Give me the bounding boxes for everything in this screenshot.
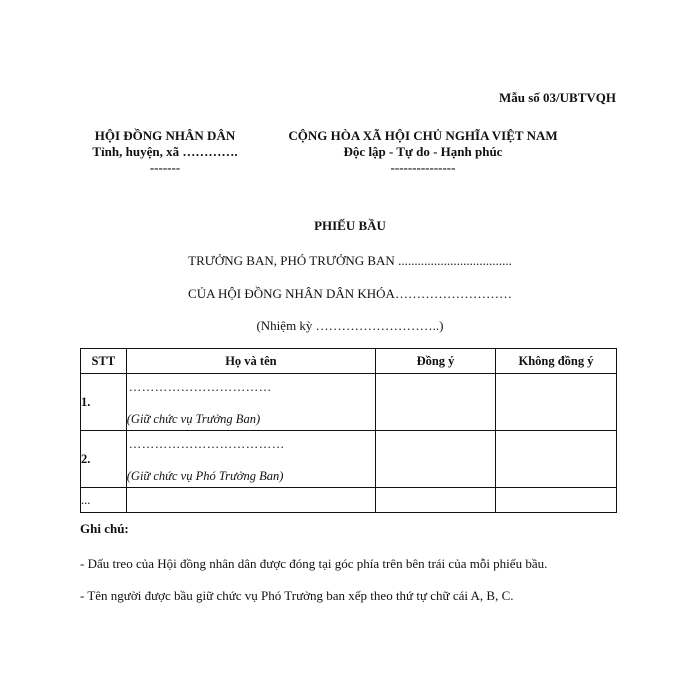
- table-row: [81, 488, 617, 513]
- notes-title: Ghi chú:: [80, 521, 129, 536]
- ballot-table: [80, 348, 617, 513]
- document-title: PHIẾU BẦU: [314, 218, 386, 233]
- subtitle-line-1: TRƯỞNG BAN, PHÓ TRƯỞNG BAN ...................................: [188, 253, 512, 268]
- name-placeholder-dots: ………………………………: [128, 437, 285, 451]
- disagree-cell[interactable]: [495, 488, 616, 513]
- header-agree: Đồng ý: [376, 349, 496, 374]
- name-cell[interactable]: [126, 431, 375, 488]
- note-item: - Dấu treo của Hội đồng nhân dân được đóng tại góc phía trên bên trái của mỗi phiếu bầu.: [80, 556, 548, 571]
- table-row: [81, 431, 617, 488]
- header-stt: STT: [81, 349, 127, 374]
- issuing-body-header: [80, 128, 250, 176]
- national-header: [278, 128, 568, 176]
- table-row: [81, 374, 617, 431]
- locality-line: Tỉnh, huyện, xã ………….: [92, 144, 238, 159]
- role-label: (Giữ chức vụ Trưởng Ban): [126, 412, 261, 426]
- agree-cell[interactable]: [376, 488, 496, 513]
- header-full-name: Họ và tên: [126, 349, 375, 374]
- right-separator: ---------------: [390, 160, 456, 175]
- table-header-row: [81, 349, 617, 374]
- left-separator: -------: [149, 160, 181, 175]
- agree-cell[interactable]: [376, 374, 496, 431]
- subtitle-line-2: CỦA HỘI ĐỒNG NHÂN DÂN KHÓA………………………: [188, 286, 512, 301]
- note-item: - Tên người được bầu giữ chức vụ Phó Trưởng ban xếp theo thứ tự chữ cái A, B, C.: [80, 588, 514, 603]
- disagree-cell[interactable]: [495, 374, 616, 431]
- term-line: (Nhiệm kỳ ………………………..): [256, 318, 444, 333]
- nation-name: CỘNG HÒA XÃ HỘI CHỦ NGHĨA VIỆT NAM: [288, 128, 558, 143]
- disagree-cell[interactable]: [495, 431, 616, 488]
- name-cell[interactable]: [126, 488, 375, 513]
- agree-cell[interactable]: [376, 431, 496, 488]
- name-placeholder-dots: ……………………………: [128, 380, 272, 394]
- council-name: HỘI ĐỒNG NHÂN DÂN: [94, 128, 236, 143]
- name-cell[interactable]: [126, 374, 375, 431]
- header-disagree: Không đồng ý: [495, 349, 616, 374]
- row-number: 2.: [81, 431, 127, 488]
- form-code: Mẫu số 03/UBTVQH: [498, 90, 616, 105]
- role-label: (Giữ chức vụ Phó Trưởng Ban): [126, 469, 284, 483]
- row-number: ...: [81, 488, 127, 513]
- row-number: 1.: [81, 374, 127, 431]
- national-motto: Độc lập - Tự do - Hạnh phúc: [343, 144, 503, 159]
